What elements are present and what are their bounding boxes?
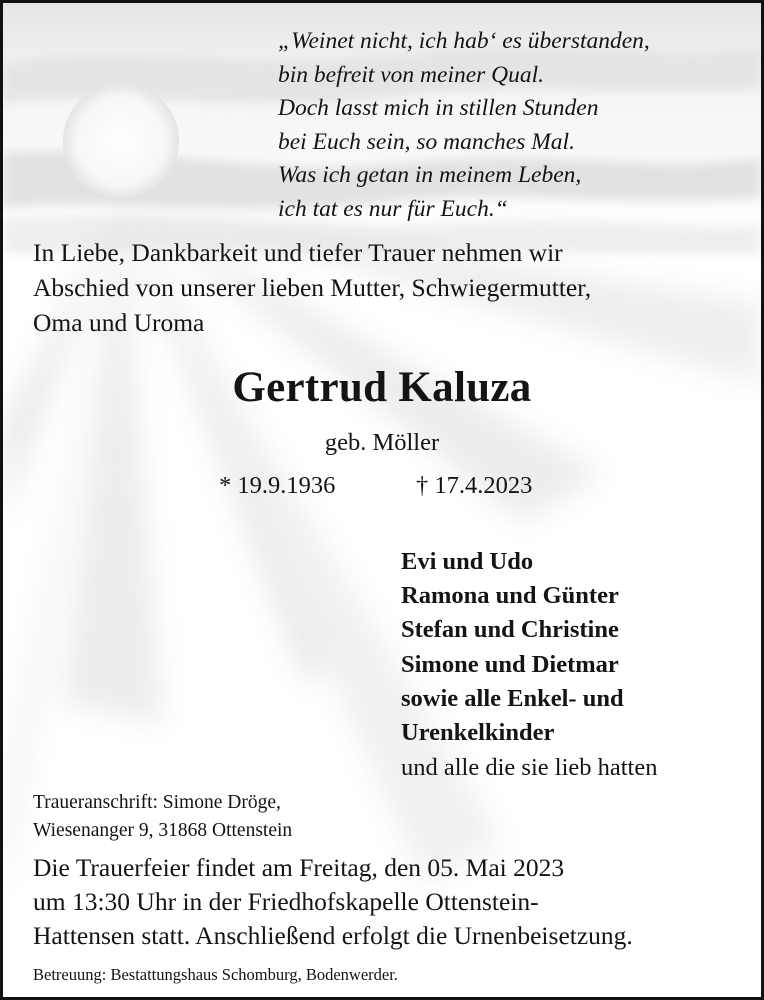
intro-line: In Liebe, Dankbarkeit und tiefer Trauer nehmen wir <box>33 238 563 267</box>
poem-line: ich tat es nur für Euch.“ <box>278 195 508 222</box>
birth-name: geb. Möller <box>324 429 440 456</box>
intro-line: Abschied von unserer lieben Mutter, Schwiegermutter, <box>33 273 592 302</box>
family-line: sowie alle Enkel- und <box>401 684 624 712</box>
family-line: Ramona und Günter <box>401 582 619 610</box>
family-line: Evi und Udo <box>401 548 534 575</box>
service-line: Die Trauerfeier findet am Freitag, den 05. Mai 2023 <box>33 853 565 882</box>
family-line: Stefan und Christine <box>401 616 619 644</box>
poem-line: bin befreit von meiner Qual. <box>278 61 545 88</box>
sun-shape <box>63 83 179 199</box>
service-line: Hattensen statt. Anschließend erfolgt die Urnenbeisetzung. <box>33 921 633 950</box>
service-line: um 13:30 Uhr in der Friedhofskapelle Ottenstein- <box>33 887 539 916</box>
funeral-service-info <box>33 851 633 953</box>
family-line: Urenkelkinder <box>401 719 555 747</box>
address-line: Traueranschrift: Simone Dröge, <box>33 792 281 813</box>
family-list <box>401 545 624 750</box>
poem-line: Was ich getan in meinem Leben, <box>278 162 582 189</box>
family-line: Simone und Dietmar <box>401 650 619 678</box>
birth-date: * 19.9.1936 <box>219 472 336 499</box>
poem <box>278 25 650 227</box>
poem-line: bei Euch sein, so manches Mal. <box>278 128 575 155</box>
mourning-address <box>33 789 292 844</box>
address-line: Wiesenanger 9, 31868 Ottenstein <box>33 819 293 841</box>
poem-line: „Weinet nicht, ich hab‘ es überstanden, <box>278 28 650 54</box>
poem-line: Doch lasst mich in stillen Stunden <box>278 95 599 122</box>
death-date: † 17.4.2023 <box>416 472 533 499</box>
family-extra: und alle die sie lieb hatten <box>401 754 658 781</box>
undertaker-credit: Betreuung: Bestattungshaus Schomburg, Bodenwerder. <box>33 965 398 984</box>
intro-text <box>33 235 591 340</box>
intro-line: Oma und Uroma <box>33 308 205 337</box>
deceased-name: Gertrud Kaluza <box>232 364 532 411</box>
